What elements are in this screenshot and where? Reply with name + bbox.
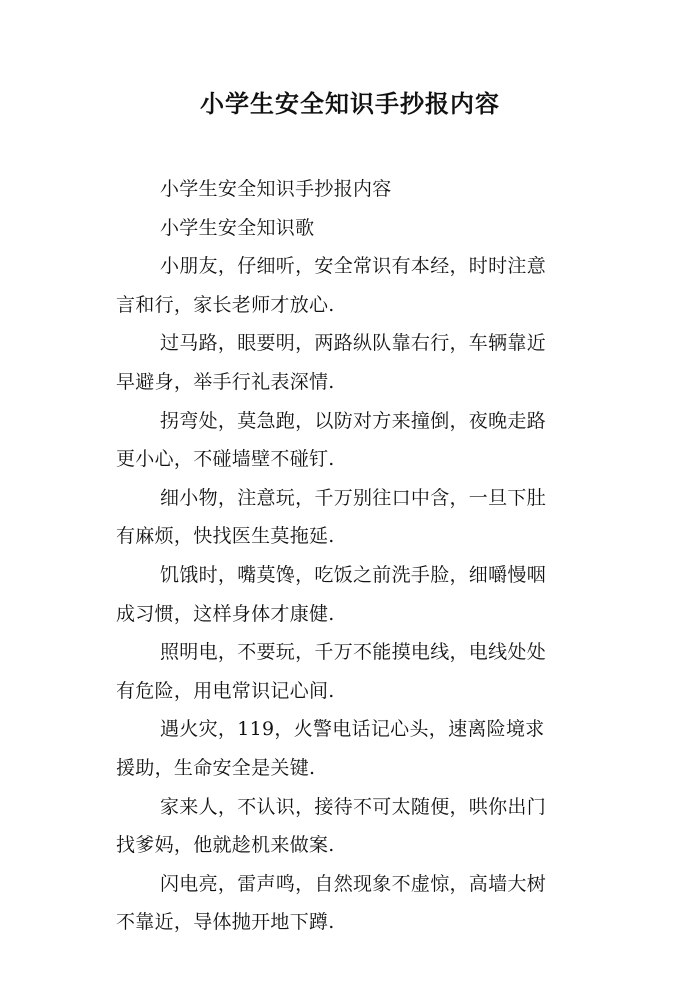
paragraph-line: 过马路，眼要明，两路纵队靠右行，车辆靠近	[160, 332, 547, 355]
paragraph-line: 细小物，注意玩，千万别往口中含，一旦下肚	[160, 486, 547, 509]
paragraph-line: 更小心，不碰墙壁不碰钉.	[116, 448, 335, 471]
paragraph-line: 拐弯处，莫急跑，以防对方来撞倒，夜晚走路	[160, 409, 547, 432]
paragraph-line: 遇火灾，119，火警电话记心头，速离险境求	[160, 718, 545, 741]
paragraph-line: 照明电，不要玩，千万不能摸电线，电线处处	[160, 641, 547, 664]
paragraph-line: 闪电亮，雷声鸣，自然现象不虚惊，高墙大树	[160, 872, 547, 895]
paragraph-line: 成习惯，这样身体才康健.	[116, 602, 335, 625]
paragraph-line: 家来人，不认识，接待不可太随便，哄你出门	[160, 795, 547, 818]
page-title: 小学生安全知识手抄报内容	[200, 90, 500, 118]
document-body	[116, 170, 588, 942]
paragraph-heading-1	[116, 170, 588, 209]
paragraph-line: 早避身，举手行礼表深情.	[116, 370, 335, 393]
verse-paragraph	[116, 865, 588, 942]
paragraph-line: 言和行，家长老师才放心.	[116, 293, 335, 316]
paragraph-line: 小朋友，仔细听，安全常识有本经，时时注意	[160, 255, 547, 278]
verse-paragraph	[116, 710, 588, 787]
verse-paragraph	[116, 402, 588, 479]
paragraph-line: 援助，生命安全是关键.	[116, 756, 316, 779]
paragraph-line: 有危险，用电常识记心间.	[116, 679, 335, 702]
paragraph-line: 有麻烦，快找医生莫拖延.	[116, 525, 335, 548]
paragraph-heading-2	[116, 209, 588, 248]
paragraph-line: 小学生安全知识歌	[160, 216, 315, 239]
verse-paragraph	[116, 247, 588, 324]
verse-paragraph	[116, 324, 588, 401]
verse-paragraph	[116, 479, 588, 556]
paragraph-line: 找爹妈，他就趁机来做案.	[116, 834, 335, 857]
paragraph-line: 小学生安全知识手抄报内容	[160, 178, 392, 200]
verse-paragraph	[116, 556, 588, 633]
verse-paragraph	[116, 633, 588, 710]
verse-paragraph	[116, 788, 588, 865]
paragraph-line: 饥饿时，嘴莫馋，吃饭之前洗手脸，细嚼慢咽	[160, 563, 547, 586]
paragraph-line: 不靠近，导体抛开地下蹲.	[116, 911, 335, 934]
